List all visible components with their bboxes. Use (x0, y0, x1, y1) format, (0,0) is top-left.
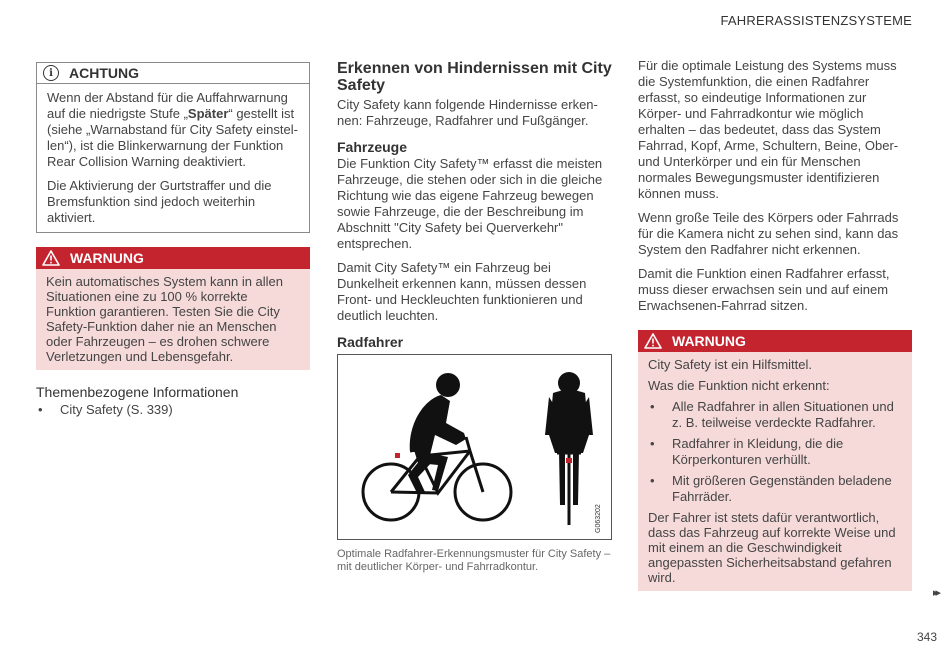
fahrzeuge-paragraph-1: Die Funktion City Safety™ erfasst die meisten Fahrzeuge, die stehen oder sich in die gleiche Richtung wie das eigene Fahrzeug bewegen sowie Fahrzeuge, die der Beschreibung im Abschnitt "City Safety bei Querverkehr" entsprechen. (337, 156, 603, 251)
warning-triangle-icon (644, 333, 662, 349)
side-rider (408, 373, 466, 495)
achtung-body (37, 84, 309, 232)
section-header: FAHRERASSISTENZSYSTEME (720, 13, 912, 28)
list-item: • Radfahrer in Kleidung, die die Körperkonturen verhüllt. (648, 436, 902, 468)
figure-code: G063202 (595, 504, 602, 533)
page-number: 343 (916, 630, 937, 644)
warnung-line-1: City Safety ist ein Hilfsmittel. (648, 357, 812, 372)
fahrzeuge-paragraph-2: Damit City Safety™ ein Fahrzeug bei Dunkelheit erkennen kann, müssen dessen Front- und Heckleuchten funktionieren und deutlich leuchten. (337, 260, 587, 323)
warnung-box-left (36, 247, 310, 370)
warnung-header (36, 247, 310, 269)
warnung-text: Kein automatisches System kann in allen Situationen eine zu 100 % korrekte Funktion garantieren. Testen Sie die City Safety-Funktion daher nie an Menschen oder Fahrzeugen – es drohen schwere Verletzungen und Lebensgefahr. (46, 274, 284, 364)
next-page-marker: ▸▸ (932, 587, 938, 599)
warnung-box-right (638, 330, 912, 591)
column-left (36, 58, 310, 418)
cyclist-drawing (338, 355, 611, 539)
list-item: • Alle Radfahrer in allen Situationen und z. B. teilweise verdeckte Radfahrer. (648, 399, 902, 431)
warnung-line-2: Was die Funktion nicht erkennt: (648, 378, 830, 393)
warnung-body (36, 269, 310, 370)
right-paragraph-2: Wenn große Teile des Körpers oder Fahrrads für die Kamera nicht zu sehen sind, kann das System den Radfahrer nicht erkennen. (638, 210, 899, 257)
cyclist-illustration (337, 354, 612, 540)
achtung-title: ACHTUNG (69, 65, 139, 81)
right-paragraph-1: Für die optimale Leistung des Systems muss die Systemfunktion, die einen Radfahrer erfasst, so eindeutige Informationen zur Körper- und Fahrradkontur wie möglich erhalten – das bedeutet, dass das System Fahrrad, Kopf, Arme, Schultern, Beine, Ober- und Unterkörper und ein für Menschen normales Bewegungsmuster identifizieren können muss. (638, 58, 899, 201)
fahrzeuge-heading: Fahrzeuge (337, 139, 408, 155)
column-right (638, 58, 912, 591)
achtung-paragraph-1: Wenn der Abstand für die Auffahrwarnung auf die niedrigste Stufe „Später“ gestellt ist (siehe „Warnabstand für City Safety einstellen“), ist die Blinkerwarnung der Funktion Rear Collision Warning deaktiviert. (47, 90, 298, 169)
warnung-body-right (638, 352, 912, 591)
achtung-paragraph-2: Die Aktivierung der Gurtstraffer und die Bremsfunktion sind jedoch weiterhin aktiviert. (47, 178, 272, 225)
rear-reflector (395, 453, 400, 458)
warnung-footer: Der Fahrer ist stets dafür verantwortlich, dass das Fahrzeug auf korrekte Weise und mit einem an die Geschwindigkeit angepassten Sicherheitsabstand gefahren wird. (648, 510, 896, 585)
right-paragraph-3: Damit die Funktion einen Radfahrer erfasst, muss dieser erwachsen sein und auf einem Erwachsenen-Fahrrad sitzen. (638, 266, 890, 313)
warning-triangle-icon (42, 250, 60, 266)
warnung-header-right (638, 330, 912, 352)
achtung-bold-term: Später (187, 106, 229, 121)
section-heading: Erkennen von Hindernissen mit City Safety (337, 60, 612, 94)
rear-view-reflector (566, 458, 572, 463)
column-middle (337, 60, 613, 574)
related-title: Themenbezogene Informationen (36, 384, 239, 400)
warnung-list (648, 399, 902, 505)
figure-caption: Optimale Radfahrer-Erkennungsmuster für City Safety – mit deutlicher Körper- und Fahrradkontur. (337, 548, 611, 573)
achtung-header (37, 63, 309, 84)
list-item: • Mit größeren Gegenständen beladene Fahrräder. (648, 473, 902, 505)
warnung-title: WARNUNG (70, 250, 144, 266)
info-circle-icon: i (43, 65, 59, 81)
related-info (36, 384, 310, 418)
radfahrer-heading: Radfahrer (337, 334, 404, 350)
intro-paragraph: City Safety kann folgende Hindernisse erkennen: Fahrzeuge, Radfahrer und Fußgänger. (337, 97, 598, 128)
warnung-title-right: WARNUNG (672, 333, 746, 349)
achtung-box (36, 62, 310, 233)
related-list (36, 402, 310, 418)
related-link[interactable]: • City Safety (S. 339) (36, 402, 310, 418)
